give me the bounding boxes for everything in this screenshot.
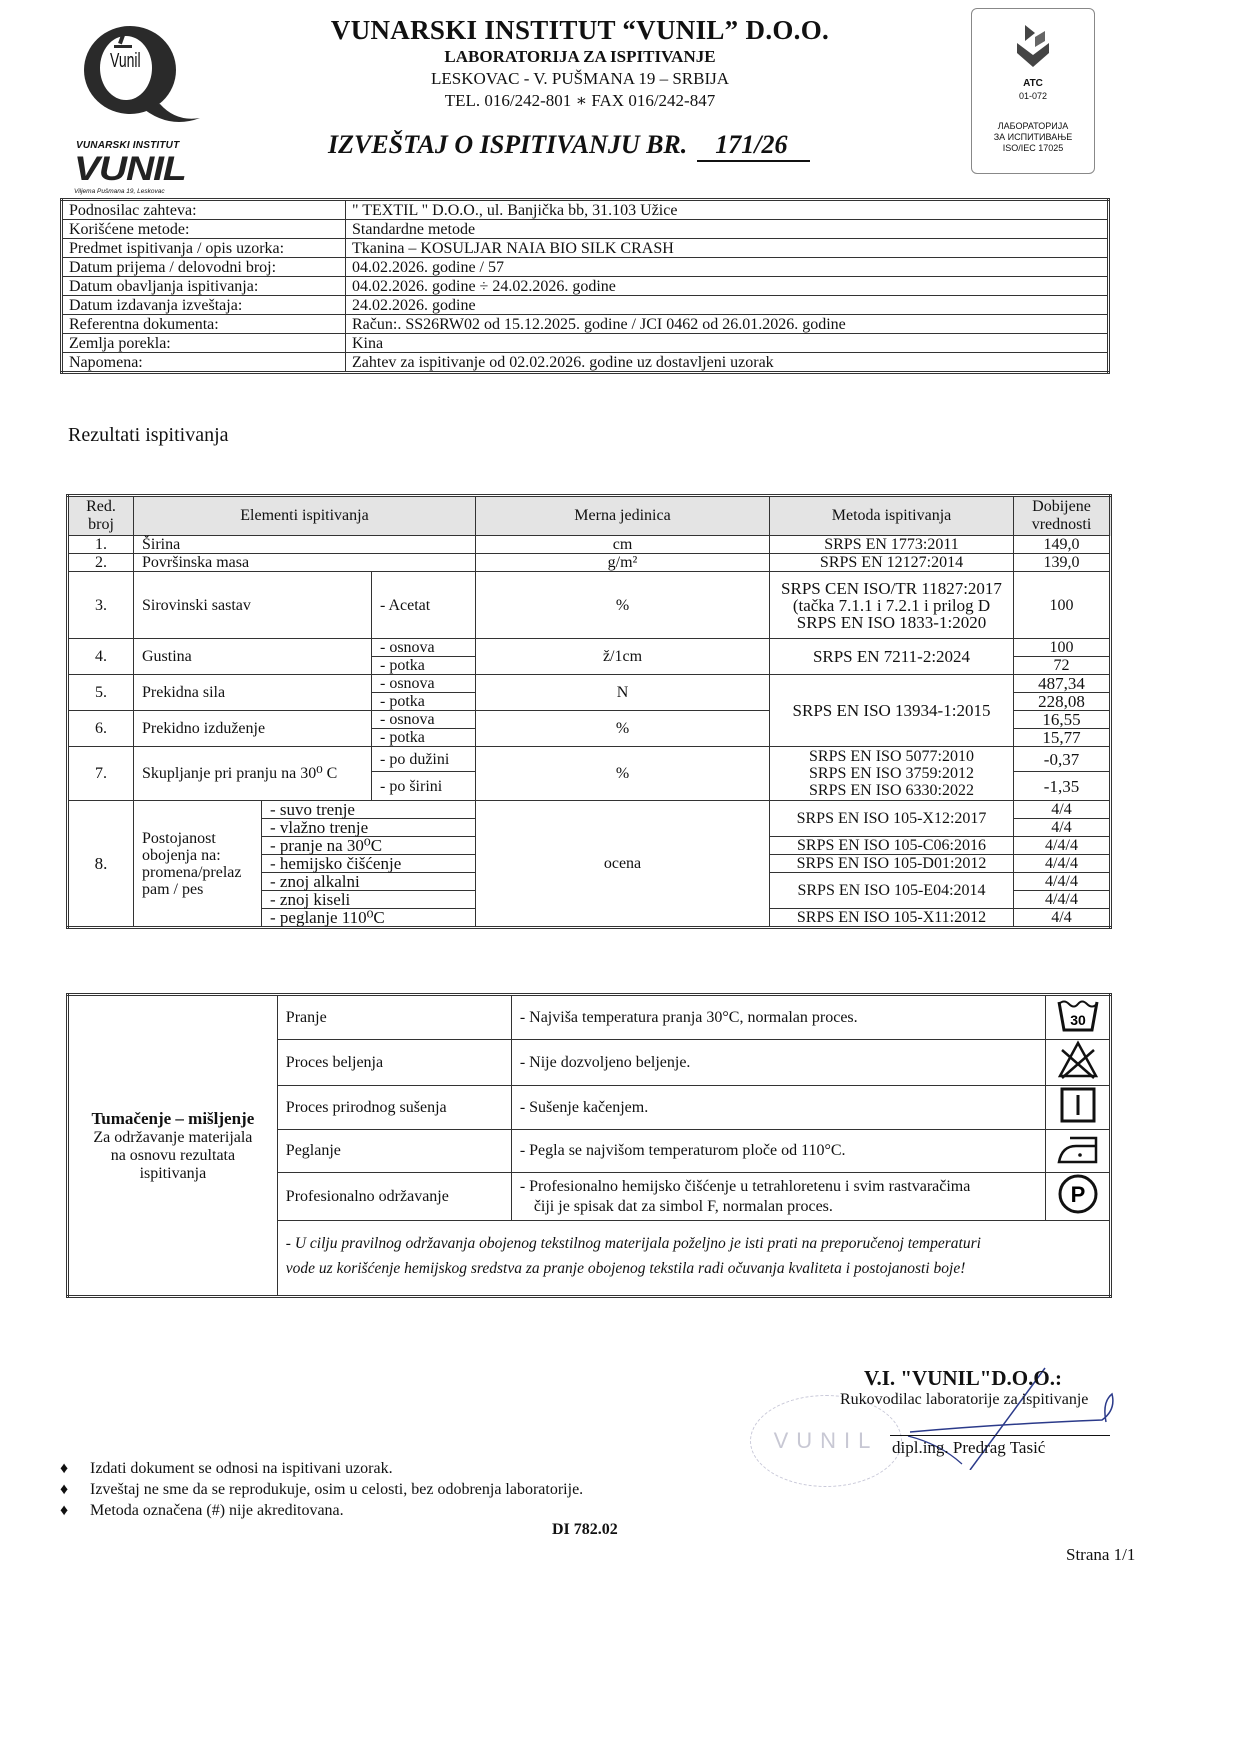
- results-header-row: [68, 496, 1111, 536]
- row-no: 1.: [68, 536, 134, 554]
- row-no: 5.: [68, 675, 134, 711]
- row-value: 100: [1014, 572, 1111, 639]
- row-value: 4/4: [1014, 819, 1111, 837]
- info-value: Račun:. SS26RW02 od 15.12.2025. godine / JCI 0462 od 26.01.2026. godine: [346, 315, 1109, 334]
- footnote-text: Izdati dokument se odnosi na ispitivani uzorak.: [90, 1460, 393, 1477]
- method-line: SRPS EN ISO 3759:2012: [809, 765, 974, 782]
- report-number: 171/26: [697, 130, 809, 162]
- signature-company: V.I. "VUNIL"D.O.O.:: [864, 1366, 1062, 1390]
- atc-standard: ISO/IEC 17025: [1002, 143, 1064, 153]
- row-value: 4/4/4: [1014, 873, 1111, 891]
- footnote-item: [60, 1500, 583, 1521]
- svg-text:P: P: [1070, 1182, 1086, 1207]
- row-unit: %: [476, 711, 770, 747]
- svg-text:30: 30: [1069, 1012, 1086, 1028]
- info-label: Datum izdavanja izveštaja:: [62, 296, 346, 315]
- row-method: SRPS EN ISO 13934-1:2015: [770, 675, 1014, 747]
- care-text: - Najviša temperatura pranja 30°C, normalan proces.: [511, 995, 1046, 1040]
- info-label: Napomena:: [62, 353, 346, 373]
- dry-clean-p-icon: [1046, 1173, 1111, 1221]
- row-element: [134, 801, 262, 928]
- results-heading: Rezultati ispitivanja: [68, 424, 229, 446]
- table-row: [68, 639, 1111, 657]
- no-bleach-icon: [1046, 1040, 1111, 1086]
- signature-role: Rukovodilac laboratorije za ispitivanje: [840, 1391, 1089, 1408]
- note-line: - U cilju pravilnog održavanja obojenog tekstilnog materijala poželjno je isti prati na preporučenoj temperaturi: [285, 1235, 981, 1252]
- footnotes: [60, 1458, 583, 1521]
- row-sub-element: - osnova: [372, 675, 476, 693]
- page-number: Strana 1/1: [1066, 1545, 1136, 1564]
- row-method: [770, 572, 1014, 639]
- row-sub-element: - hemijsko čišćenje: [262, 855, 476, 873]
- row-method: SRPS EN ISO 105-D01:2012: [770, 855, 1014, 873]
- info-label: Korišćene metode:: [62, 220, 346, 239]
- footnote-item: [60, 1479, 583, 1500]
- element-line: obojenja na:: [142, 846, 221, 864]
- atc-line1: ЛАБОРАТОРИЈА: [997, 121, 1069, 131]
- table-row: [68, 747, 1111, 772]
- method-line: SRPS EN ISO 6330:2022: [809, 782, 974, 799]
- signature-block: [840, 1366, 1140, 1458]
- report-title-text: IZVEŠTAJ O ISPITIVANJU BR.: [328, 130, 688, 159]
- interpretation-subtitle: Za održavanje materijala: [93, 1128, 253, 1146]
- row-value: 16,55: [1014, 711, 1111, 729]
- row-sub-element: - peglanje 110⁰C: [262, 909, 476, 928]
- row-no: 8.: [68, 801, 134, 928]
- request-info-table: [60, 198, 1110, 374]
- diamond-bullet-icon: ♦: [60, 1502, 69, 1519]
- row-value: 228,08: [1014, 693, 1111, 711]
- results-table: [66, 494, 1112, 929]
- row-sub-element: - znoj kiseli: [262, 891, 476, 909]
- signatory-name: dipl.ing. Predrag Tasić: [892, 1438, 1046, 1457]
- row-value: 4/4/4: [1014, 837, 1111, 855]
- row-value: 100: [1014, 639, 1111, 657]
- report-title: [328, 130, 810, 162]
- info-value: 04.02.2026. godine ÷ 24.02.2026. godine: [346, 277, 1109, 296]
- row-no: 2.: [68, 554, 134, 572]
- logo-institute-label: VUNARSKI INSTITUT: [76, 140, 180, 151]
- row-value: 4/4/4: [1014, 891, 1111, 909]
- row-value: 4/4: [1014, 909, 1111, 928]
- interpretation-title: Tumačenje – mišljenje: [91, 1108, 255, 1128]
- vunil-logo: [68, 18, 208, 195]
- info-value: Zahtev za ispitivanje od 02.02.2026. godine uz dostavljeni uzorak: [346, 353, 1109, 373]
- interpretation-subtitle: ispitivanja: [139, 1164, 207, 1182]
- atc-logo-icon: [1013, 23, 1053, 71]
- row-sub-element: - osnova: [372, 639, 476, 657]
- element-line: Postojanost: [142, 829, 216, 847]
- element-line: promena/prelaz: [142, 863, 242, 881]
- care-label: Peglanje: [277, 1130, 511, 1173]
- row-element: Prekidno izduženje: [134, 711, 372, 747]
- info-label: Referentna dokumenta:: [62, 315, 346, 334]
- row-value: -1,35: [1014, 772, 1111, 801]
- row-unit: ocena: [476, 801, 770, 928]
- row-unit: cm: [476, 536, 770, 554]
- row-unit: %: [476, 572, 770, 639]
- maintenance-table: [66, 993, 1112, 1298]
- table-row: [68, 572, 1111, 639]
- q-logo-icon: [68, 18, 208, 133]
- row-value: -0,37: [1014, 747, 1111, 772]
- row-method: SRPS EN ISO 105-X12:2017: [770, 801, 1014, 837]
- info-row: [62, 315, 1109, 334]
- care-label: Pranje: [277, 995, 511, 1040]
- row-value: 4/4/4: [1014, 855, 1111, 873]
- atc-line2: ЗА ИСПИТИВАЊЕ: [993, 132, 1073, 142]
- iron-low-icon: [1046, 1130, 1111, 1173]
- row-sub-element: - po dužini: [372, 747, 476, 772]
- element-line: pam / pes: [142, 880, 204, 898]
- row-value: 4/4: [1014, 801, 1111, 819]
- row-value: 72: [1014, 657, 1111, 675]
- care-text: - Pegla se najvišom temperaturom ploče od 110°C.: [511, 1130, 1046, 1173]
- footnote-text: Metoda označena (#) nije akreditovana.: [90, 1502, 344, 1519]
- accreditation-badge: [971, 8, 1095, 174]
- line-dry-icon: [1046, 1086, 1111, 1130]
- document-header: [300, 14, 860, 112]
- info-row: [62, 277, 1109, 296]
- row-no: 7.: [68, 747, 134, 801]
- diamond-bullet-icon: ♦: [60, 1481, 69, 1498]
- table-row: [68, 536, 1111, 554]
- row-method: [770, 747, 1014, 801]
- table-row: [68, 801, 1111, 819]
- col-header-no: Red. broj: [68, 496, 134, 536]
- info-row: [62, 200, 1109, 220]
- info-row: [62, 258, 1109, 277]
- document-id: DI 782.02: [552, 1521, 618, 1538]
- row-value: 15,77: [1014, 729, 1111, 747]
- info-value: Kina: [346, 334, 1109, 353]
- care-text: - Sušenje kačenjem.: [511, 1086, 1046, 1130]
- row-sub-element: - potka: [372, 693, 476, 711]
- info-label: Predmet ispitivanja / opis uzorka:: [62, 239, 346, 258]
- table-row: [68, 554, 1111, 572]
- row-no: 6.: [68, 711, 134, 747]
- col-header-method: Metoda ispitivanja: [770, 496, 1014, 536]
- interpretation-cell: [68, 995, 278, 1297]
- footnote-text: Izveštaj ne sme da se reprodukuje, osim u celosti, bez odobrenja laboratorije.: [90, 1481, 584, 1498]
- care-label: Proces beljenja: [277, 1040, 511, 1086]
- row-sub-element: - pranje na 30⁰C: [262, 837, 476, 855]
- row-method: SRPS EN ISO 105-X11:2012: [770, 909, 1014, 928]
- care-text: [511, 1173, 1046, 1221]
- row-element: Gustina: [134, 639, 372, 675]
- row-value: 139,0: [1014, 554, 1111, 572]
- row-element: Površinska masa: [134, 554, 476, 572]
- institute-contact: TEL. 016/242-801 ∗ FAX 016/242-847: [444, 91, 716, 110]
- info-value: Tkanina – KOSULJAR NAIA BIO SILK CRASH: [346, 239, 1109, 258]
- logo-address: Viljema Pušmana 19, Leskovac: [74, 188, 165, 195]
- atc-number: 01-072: [1018, 91, 1048, 101]
- row-no: 4.: [68, 639, 134, 675]
- info-value: Standardne metode: [346, 220, 1109, 239]
- row-element: Prekidna sila: [134, 675, 372, 711]
- logo-q-text: Vunil: [110, 50, 141, 72]
- row-unit: %: [476, 747, 770, 801]
- table-row: [68, 675, 1111, 693]
- lab-stamp: VUNIL: [750, 1395, 902, 1487]
- method-line: SRPS CEN ISO/TR 11827:2017: [781, 578, 1002, 598]
- maintenance-note: [277, 1221, 1110, 1297]
- signature-line: [890, 1435, 1110, 1436]
- row-element: Sirovinski sastav: [134, 572, 372, 639]
- care-label: Profesionalno održavanje: [277, 1173, 511, 1221]
- info-row: [62, 220, 1109, 239]
- info-row: [62, 296, 1109, 315]
- care-text: - Nije dozvoljeno beljenje.: [511, 1040, 1046, 1086]
- row-value: 149,0: [1014, 536, 1111, 554]
- row-sub-element: - osnova: [372, 711, 476, 729]
- row-sub-element: - znoj alkalni: [262, 873, 476, 891]
- row-sub-element: - vlažno trenje: [262, 819, 476, 837]
- maintenance-row: [68, 995, 1111, 1040]
- info-value: 24.02.2026. godine: [346, 296, 1109, 315]
- atc-code: ATC: [1023, 78, 1043, 89]
- row-element: Skupljanje pri pranju na 30⁰ C: [134, 747, 372, 801]
- info-row: [62, 239, 1109, 258]
- care-text-line: čiji je spisak dat za simbol F, normalan proces.: [533, 1197, 833, 1215]
- info-label: Zemlja porekla:: [62, 334, 346, 353]
- info-label: Podnosilac zahteva:: [62, 200, 346, 220]
- info-label: Datum prijema / delovodni broj:: [62, 258, 346, 277]
- row-sub-element: - po širini: [372, 772, 476, 801]
- method-line: SRPS EN ISO 1833-1:2020: [796, 612, 987, 632]
- row-element: Širina: [134, 536, 476, 554]
- col-header-unit: Merna jedinica: [476, 496, 770, 536]
- footnote-item: [60, 1458, 583, 1479]
- institute-name: VUNARSKI INSTITUT “VUNIL” D.O.O.: [330, 15, 830, 45]
- row-method: SRPS EN ISO 105-E04:2014: [770, 873, 1014, 909]
- wash-30-icon: [1046, 995, 1111, 1040]
- info-value: " TEXTIL " D.O.O., ul. Banjička bb, 31.103 Užice: [346, 200, 1109, 220]
- method-line: (tačka 7.1.1 i 7.2.1 i prilog D: [792, 595, 991, 615]
- logo-brand: VUNIL: [74, 150, 186, 188]
- care-label: Proces prirodnog sušenja: [277, 1086, 511, 1130]
- row-sub-element: - potka: [372, 657, 476, 675]
- row-value: 487,34: [1014, 675, 1111, 693]
- interpretation-subtitle: na osnovu rezultata: [110, 1146, 236, 1164]
- row-method: SRPS EN ISO 105-C06:2016: [770, 837, 1014, 855]
- info-value: 04.02.2026. godine / 57: [346, 258, 1109, 277]
- method-line: SRPS EN ISO 5077:2010: [809, 748, 974, 765]
- row-sub-element: - suvo trenje: [262, 801, 476, 819]
- care-text-line: - Profesionalno hemijsko čišćenje u tetrahloretenu i svim rastvaračima: [519, 1177, 971, 1195]
- col-header-value: Dobijene vrednosti: [1014, 496, 1111, 536]
- diamond-bullet-icon: ♦: [60, 1460, 69, 1477]
- row-sub-element: - Acetat: [372, 572, 476, 639]
- info-row: [62, 334, 1109, 353]
- row-method: SRPS EN 12127:2014: [770, 554, 1014, 572]
- row-sub-element: - potka: [372, 729, 476, 747]
- info-row: [62, 353, 1109, 373]
- note-line: vode uz korišćenje hemijskog sredstva za pranje obojenog tekstila radi očuvanja kvaliteta i postojanosti boje!: [285, 1260, 966, 1277]
- col-header-element: Elementi ispitivanja: [134, 496, 476, 536]
- row-method: SRPS EN 1773:2011: [770, 536, 1014, 554]
- row-method: SRPS EN 7211-2:2024: [770, 639, 1014, 675]
- row-unit: ž/1cm: [476, 639, 770, 675]
- row-unit: g/m²: [476, 554, 770, 572]
- info-label: Datum obavljanja ispitivanja:: [62, 277, 346, 296]
- institute-address: LESKOVAC - V. PUŠMANA 19 – SRBIJA: [430, 69, 730, 88]
- row-unit: N: [476, 675, 770, 711]
- lab-name: LABORATORIJA ZA ISPITIVANJE: [444, 47, 716, 66]
- row-no: 3.: [68, 572, 134, 639]
